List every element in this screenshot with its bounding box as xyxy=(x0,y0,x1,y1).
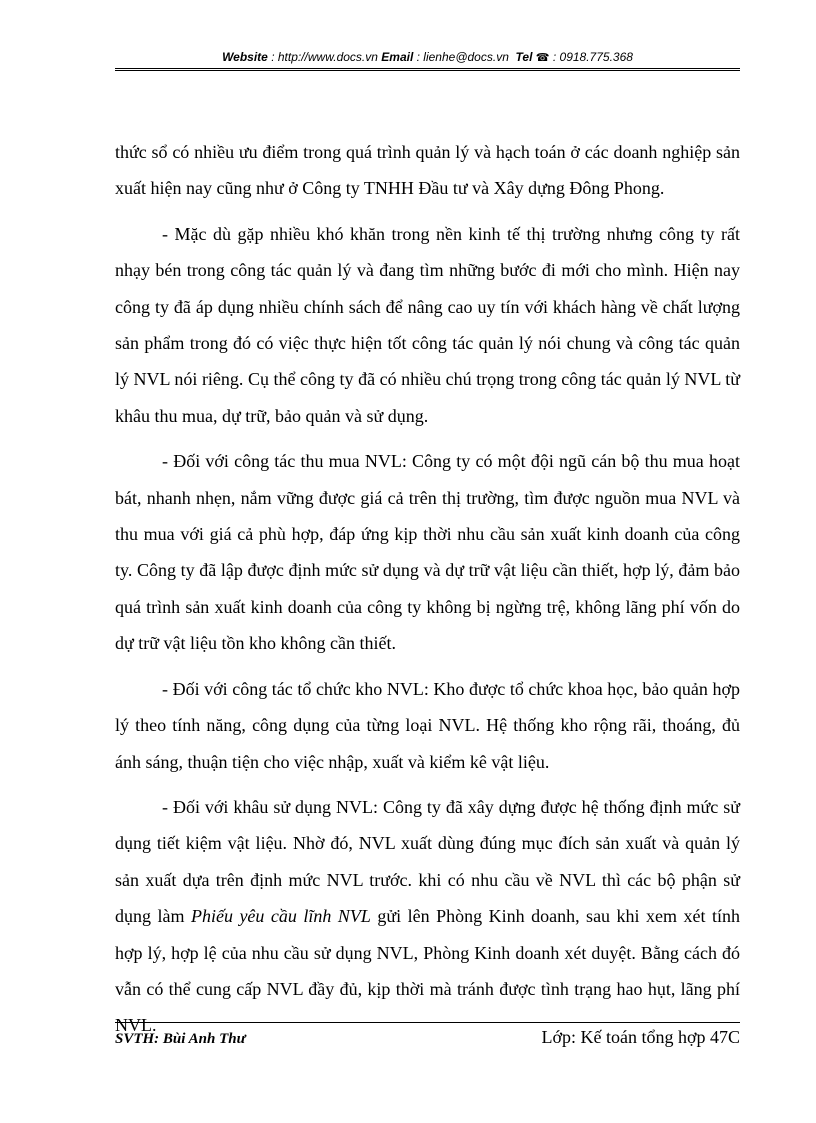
page-footer xyxy=(115,1022,740,1048)
website-label: Website xyxy=(222,50,268,64)
paragraph-5-end: gửi lên Phòng Kinh doanh, sau khi xem xét tính hợp lý, hợp lệ của nhu cầu sử dụng NVL, Phòng Kinh doanh xét duyệt. Bằng cách đó vẫn có thể cung cấp NVL đầy đủ, kịp thời mà tránh được tình trạng hao hụt, lãng phí NVL. xyxy=(115,906,740,1036)
email-separator: : xyxy=(413,50,424,64)
tel-separator: : xyxy=(549,50,560,64)
paragraph-1: thức sổ có nhiều ưu điểm trong quá trình quản lý và hạch toán ở các doanh nghiệp sản xuất hiện nay cũng như ở Công ty TNHH Đầu tư và Xây dựng Đông Phong. xyxy=(115,142,740,199)
paragraph-3: - Đối với công tác thu mua NVL: Công ty có một đội ngũ cán bộ thu mua hoạt bát, nhanh nhẹn, nắm vững được giá cả trên thị trường, tìm được nguồn mua NVL và thu mua với giá cả phù hợp, đáp ứng kịp thời nhu cầu sản xuất kinh doanh của công ty. Công ty đã lập được định mức sử dụng và dự trữ vật liệu cần thiết, hợp lý, đảm bảo quá trình sản xuất kinh doanh của công ty không bị ngừng trệ, không lãng phí vốn do dự trữ vật liệu tồn kho không cần thiết. xyxy=(115,451,740,654)
paragraph-4: - Đối với công tác tổ chức kho NVL: Kho được tổ chức khoa học, bảo quản hợp lý theo tính năng, công dụng của từng loại NVL. Hệ thống kho rộng rãi, thoáng, đủ ánh sáng, thuận tiện cho việc nhập, xuất và kiểm kê vật liệu. xyxy=(115,678,740,772)
page-header xyxy=(115,50,740,71)
email-label: Email xyxy=(381,50,414,64)
footer-author: SVTH: Bùi Anh Thư xyxy=(115,1031,246,1047)
paragraph-5 xyxy=(115,789,740,1044)
paragraph-2: - Mặc dù gặp nhiều khó khăn trong nền kinh tế thị trường nhưng công ty rất nhạy bén trong công tác quản lý và đang tìm những bước đi mới cho mình. Hiện nay công ty đã áp dụng nhiều chính sách để nâng cao uy tín với khách hàng về chất lượng sản phẩm trong đó có việc thực hiện tốt công tác quản lý nói chung và công tác quản lý NVL nói riêng. Cụ thể công ty đã có nhiều chú trọng trong công tác quản lý NVL từ khâu thu mua, dự trữ, bảo quản và sử dụng. xyxy=(115,223,740,426)
website-url[interactable]: http://www.docs.vn xyxy=(277,50,378,64)
document-body xyxy=(115,134,740,1053)
tel-value: 0918.775.368 xyxy=(559,50,633,64)
website-separator: : xyxy=(267,50,278,64)
paragraph-5-start: - Đối với khâu sử dụng NVL: Công ty đã xây dựng được hệ thống định mức sử dụng tiết kiệm vật liệu. Nhờ đó, NVL xuất dùng đúng mục đích sản xuất và quản lý sản xuất dựa trên định mức NVL trước. khi có nhu cầu về NVL thì các bộ phận sử dụng làm xyxy=(115,796,740,927)
form-name-italic: Phiếu yêu cầu lĩnh NVL xyxy=(190,906,371,927)
tel-label: Tel xyxy=(515,50,533,64)
phone-icon: ☎ xyxy=(535,52,550,64)
footer-class: Lớp: Kế toán tổng hợp 47C xyxy=(541,1027,740,1047)
email-value[interactable]: lienhe@docs.vn xyxy=(423,50,509,64)
